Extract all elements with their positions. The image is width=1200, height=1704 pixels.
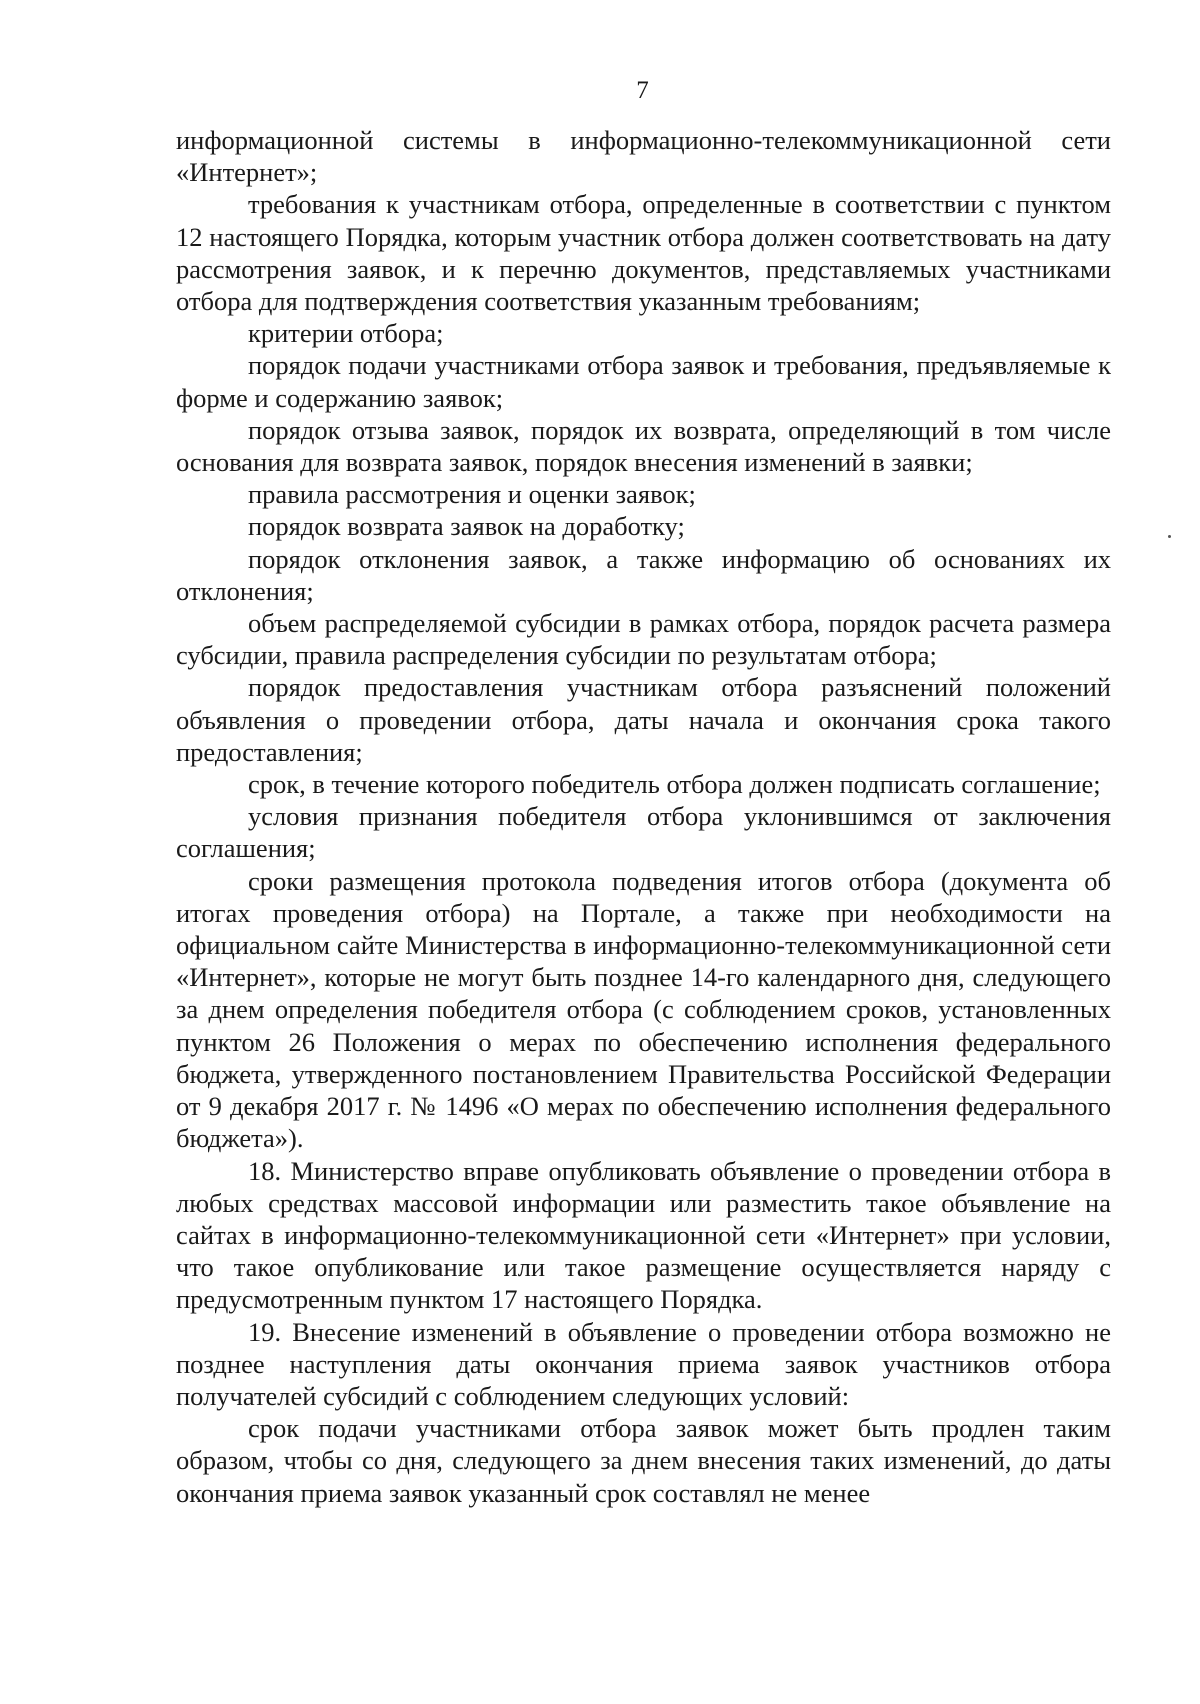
paragraph-item-19: 19. Внесение изменений в объявление о проведении отбора возможно не позднее наступления даты окончания приема заявок участников отбора получателей субсидий с соблюдением следующих условий: [176,1316,1111,1411]
paragraph-participant-requirements: требования к участникам отбора, определенные в соответствии с пунктом 12 настоящего Порядка, которым участник отбора должен соответствовать на дату рассмотрения заявок, и к перечню документов, представляемых участниками отбора для подтверждения соответствия указанным требованиям; [176,189,1111,317]
paragraph-deadline-extension: срок подачи участниками отбора заявок может быть продлен таким образом, чтобы со дня, следующего за днем внесения таких изменений, до даты окончания приема заявок указанный срок составлял не менее [176,1413,1111,1508]
paragraph-protocol-publication: сроки размещения протокола подведения итогов отбора (документа об итогах проведения отбора) на Портале, а также при необходимости на официальном сайте Министерства в информационно-телекоммуникационной сети «Интернет», которые не могут быть позднее 14-го календарного дня, следующего за днем определения победителя отбора (с соблюдением сроков, установленных пунктом 26 Положения о мерах по обеспечению исполнения федерального бюджета, утвержденного постановлением Правительства Российской Федерации от 9 декабря 2017 г. № 1496 «О мерах по обеспечению исполнения федерального бюджета»). [176,865,1111,1154]
paragraph-evasion-conditions: условия признания победителя отбора уклонившимся от заключения соглашения; [176,801,1111,864]
paragraph-continuation: информационной системы в информационно-телекоммуникационной сети «Интернет»; [176,125,1111,188]
paragraph-withdrawal-procedure: порядок отзыва заявок, порядок их возврата, определяющий в том числе основания для возврата заявок, порядок внесения изменений в заявки; [176,414,1111,478]
paragraph-return-for-revision: порядок возврата заявок на доработку; [248,511,685,542]
paragraph-subsidy-volume: объем распределяемой субсидии в рамках отбора, порядок расчета размера субсидии, правила распределения субсидии по результатам отбора; [176,608,1111,671]
page-number: 7 [636,77,649,104]
paragraph-review-rules: правила рассмотрения и оценки заявок; [248,479,696,510]
paragraph-item-18: 18. Министерство вправе опубликовать объявление о проведении отбора в любых средствах массовой информации или разместить такое объявление на сайтах в информационно-телекоммуникационной сети «Интернет» при условии, что такое опубликование или такое размещение осуществляется наряду с предусмотренным пунктом 17 настоящего Порядка. [176,1155,1111,1315]
scan-speck [1168,535,1171,538]
paragraph-rejection-procedure: порядок отклонения заявок, а также информацию об основаниях их отклонения; [176,543,1111,606]
paragraph-submission-procedure: порядок подачи участниками отбора заявок и требования, предъявляемые к форме и содержанию заявок; [176,350,1111,413]
document-body [176,124,1111,1509]
paragraph-agreement-deadline: срок, в течение которого победитель отбора должен подписать соглашение; [248,769,1101,800]
paragraph-selection-criteria: критерии отбора; [248,318,444,349]
paragraph-clarifications: порядок предоставления участникам отбора разъяснений положений объявления о проведении отбора, даты начала и окончания срока такого предоставления; [176,672,1111,767]
